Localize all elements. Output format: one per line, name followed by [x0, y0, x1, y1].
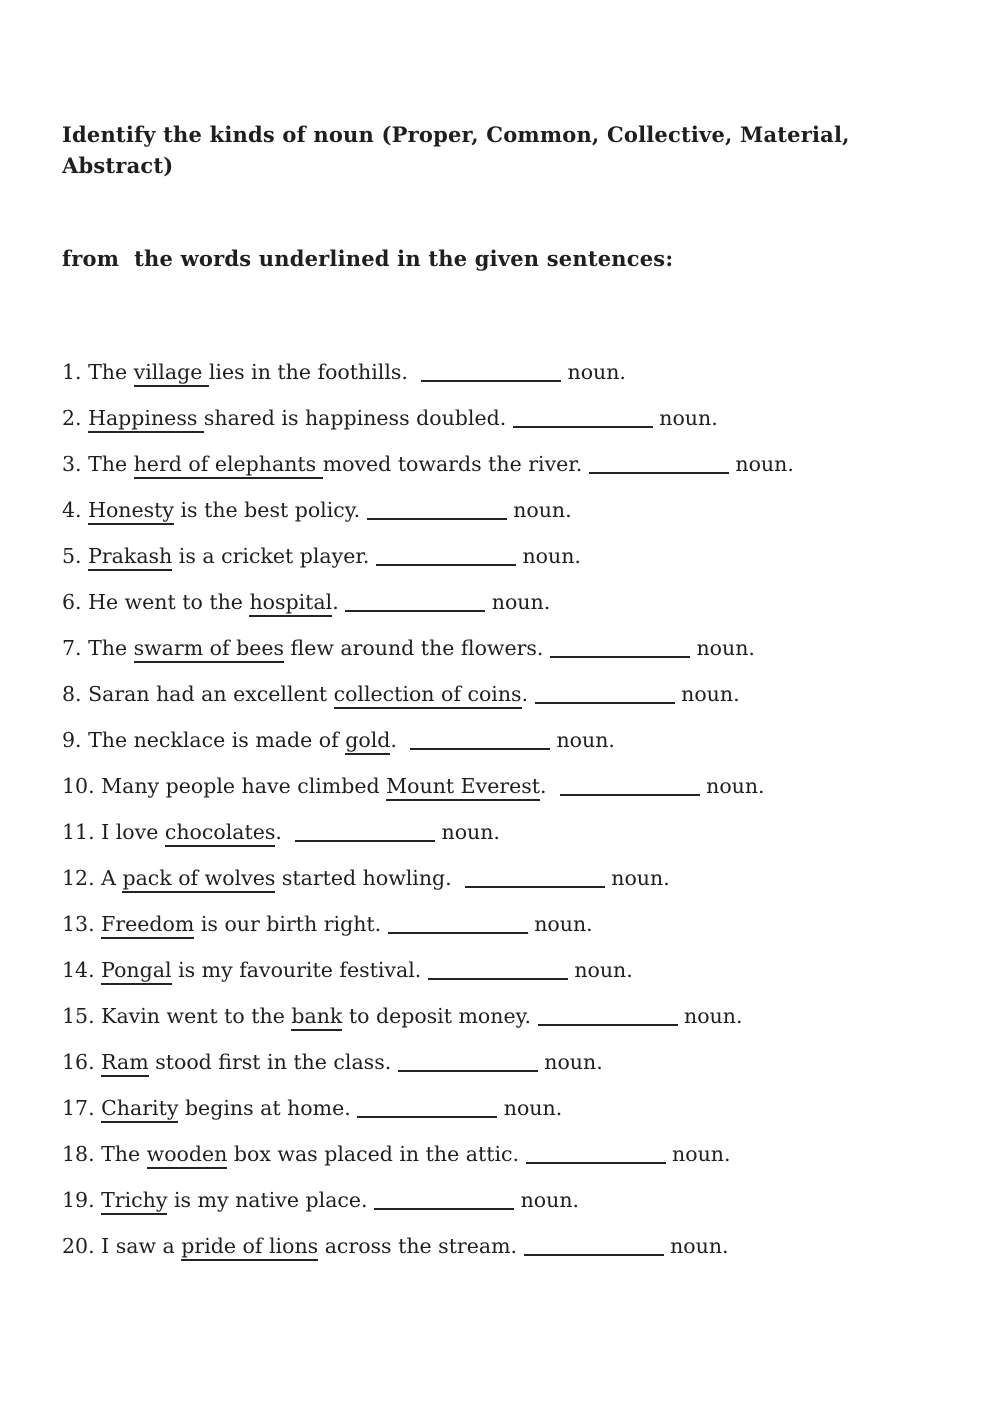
item-number: 13. — [62, 912, 102, 936]
noun-label: noun. — [604, 866, 670, 890]
answer-blank[interactable] — [398, 1066, 538, 1072]
sentence-item-17 — [62, 1098, 960, 1119]
noun-label: noun. — [527, 912, 593, 936]
answer-blank[interactable] — [535, 698, 675, 704]
sentence-text: across the stream. — [318, 1234, 524, 1258]
answer-blank[interactable] — [524, 1250, 664, 1256]
sentence-text: I love — [101, 820, 165, 844]
item-number: 18. — [62, 1142, 102, 1166]
answer-blank[interactable] — [410, 744, 550, 750]
sentence-text: box was placed in the attic. — [227, 1142, 526, 1166]
sentence-text: The — [88, 636, 134, 660]
underlined-word: chocolates — [165, 820, 276, 847]
sentence-text: Many people have climbed — [101, 774, 387, 798]
title-line-2: from the words underlined in the given sentences: — [62, 246, 674, 271]
sentence-text: A — [101, 866, 123, 890]
sentence-item-15 — [62, 1006, 960, 1027]
underlined-word: Happiness — [88, 406, 204, 433]
answer-blank[interactable] — [295, 836, 435, 842]
answer-blank[interactable] — [376, 560, 516, 566]
item-number: 5. — [62, 544, 89, 568]
item-number: 14. — [62, 958, 102, 982]
item-number: 6. — [62, 590, 89, 614]
sentence-item-19 — [62, 1190, 960, 1211]
underlined-word: Mount Everest — [386, 774, 540, 801]
sentence-text: The — [88, 452, 134, 476]
noun-label: noun. — [560, 360, 626, 384]
noun-label: noun. — [674, 682, 740, 706]
answer-blank[interactable] — [345, 606, 485, 612]
sentence-text: stood first in the class. — [148, 1050, 398, 1074]
item-number: 9. — [62, 728, 89, 752]
underlined-word: Charity — [101, 1096, 178, 1123]
answer-blank[interactable] — [465, 882, 605, 888]
sentence-text: is our birth right. — [194, 912, 388, 936]
item-number: 12. — [62, 866, 102, 890]
sentence-text: is the best policy. — [173, 498, 367, 522]
underlined-word: bank — [291, 1004, 342, 1031]
title-line-1: Identify the kinds of noun (Proper, Common, Collective, Material, Abstract) — [62, 122, 858, 178]
underlined-word: Trichy — [101, 1188, 167, 1215]
answer-blank[interactable] — [589, 468, 729, 474]
answer-blank[interactable] — [367, 514, 507, 520]
sentence-text: . — [390, 728, 410, 752]
underlined-word: gold — [345, 728, 390, 755]
underlined-word: Freedom — [101, 912, 194, 939]
item-number: 10. — [62, 774, 102, 798]
sentence-text: I saw a — [101, 1234, 182, 1258]
sentence-text: moved towards the river. — [322, 452, 589, 476]
underlined-word: pack of wolves — [122, 866, 275, 893]
item-number: 2. — [62, 406, 89, 430]
noun-label: noun. — [497, 1096, 563, 1120]
noun-label: noun. — [434, 820, 500, 844]
sentence-item-13 — [62, 914, 960, 935]
sentence-text: . — [275, 820, 295, 844]
answer-blank[interactable] — [428, 974, 568, 980]
underlined-word: Prakash — [88, 544, 172, 571]
sentence-item-20 — [62, 1236, 960, 1257]
answer-blank[interactable] — [538, 1020, 678, 1026]
noun-label: noun. — [485, 590, 551, 614]
noun-label: noun. — [567, 958, 633, 982]
sentence-item-7 — [62, 638, 960, 659]
item-number: 16. — [62, 1050, 102, 1074]
sentence-item-8 — [62, 684, 960, 705]
sentence-text: is my favourite festival. — [171, 958, 428, 982]
sentence-text: flew around the flowers. — [284, 636, 550, 660]
answer-blank[interactable] — [374, 1204, 514, 1210]
sentence-text: . — [540, 774, 560, 798]
item-number: 20. — [62, 1234, 102, 1258]
sentence-item-14 — [62, 960, 960, 981]
noun-label: noun. — [699, 774, 765, 798]
sentence-item-6 — [62, 592, 960, 613]
sentence-text: started howling. — [275, 866, 465, 890]
sentence-item-11 — [62, 822, 960, 843]
noun-label: noun. — [652, 406, 718, 430]
answer-blank[interactable] — [550, 652, 690, 658]
sentence-item-2 — [62, 408, 960, 429]
noun-label: noun. — [537, 1050, 603, 1074]
item-number: 17. — [62, 1096, 102, 1120]
sentence-item-18 — [62, 1144, 960, 1165]
sentence-text: Kavin went to the — [101, 1004, 292, 1028]
noun-label: noun. — [663, 1234, 729, 1258]
underlined-word: swarm of bees — [134, 636, 284, 663]
sentence-item-16 — [62, 1052, 960, 1073]
sentence-text: . — [521, 682, 535, 706]
sentence-text: is a cricket player. — [172, 544, 376, 568]
answer-blank[interactable] — [357, 1112, 497, 1118]
sentence-item-9 — [62, 730, 960, 751]
underlined-word: pride of lions — [181, 1234, 318, 1261]
sentence-text: . — [332, 590, 346, 614]
noun-label: noun. — [677, 1004, 743, 1028]
noun-label: noun. — [515, 544, 581, 568]
sentence-item-1 — [62, 362, 960, 383]
sentence-item-12 — [62, 868, 960, 889]
underlined-word: Honesty — [88, 498, 174, 525]
sentence-text: to deposit money. — [342, 1004, 538, 1028]
sentence-text: lies in the foothills. — [208, 360, 421, 384]
sentence-text: He went to the — [88, 590, 250, 614]
item-number: 11. — [62, 820, 102, 844]
answer-blank[interactable] — [388, 928, 528, 934]
underlined-word: Pongal — [101, 958, 171, 985]
underlined-word: village — [134, 360, 209, 387]
underlined-word: wooden — [147, 1142, 228, 1169]
underlined-word: herd of elephants — [134, 452, 323, 479]
worksheet-items — [62, 362, 960, 1257]
item-number: 15. — [62, 1004, 102, 1028]
noun-label: noun. — [689, 636, 755, 660]
item-number: 1. — [62, 360, 89, 384]
sentence-text: The — [88, 360, 134, 384]
worksheet-title — [62, 57, 960, 336]
noun-label: noun. — [506, 498, 572, 522]
sentence-item-5 — [62, 546, 960, 567]
underlined-word: hospital — [249, 590, 332, 617]
sentence-text: Saran had an excellent — [88, 682, 334, 706]
item-number: 8. — [62, 682, 89, 706]
answer-blank[interactable] — [513, 422, 653, 428]
noun-label: noun. — [549, 728, 615, 752]
item-number: 19. — [62, 1188, 102, 1212]
sentence-text: shared is happiness doubled. — [203, 406, 513, 430]
underlined-word: Ram — [101, 1050, 149, 1077]
underlined-word: collection of coins — [334, 682, 522, 709]
noun-label: noun. — [728, 452, 794, 476]
sentence-item-4 — [62, 500, 960, 521]
item-number: 3. — [62, 452, 89, 476]
sentence-text: The — [101, 1142, 147, 1166]
answer-blank[interactable] — [560, 790, 700, 796]
sentence-item-10 — [62, 776, 960, 797]
noun-label: noun. — [514, 1188, 580, 1212]
sentence-item-3 — [62, 454, 960, 475]
sentence-text: is my native place. — [167, 1188, 375, 1212]
noun-label: noun. — [665, 1142, 731, 1166]
item-number: 7. — [62, 636, 89, 660]
sentence-text: The necklace is made of — [88, 728, 346, 752]
answer-blank[interactable] — [421, 376, 561, 382]
sentence-text: begins at home. — [178, 1096, 358, 1120]
answer-blank[interactable] — [526, 1158, 666, 1164]
item-number: 4. — [62, 498, 89, 522]
